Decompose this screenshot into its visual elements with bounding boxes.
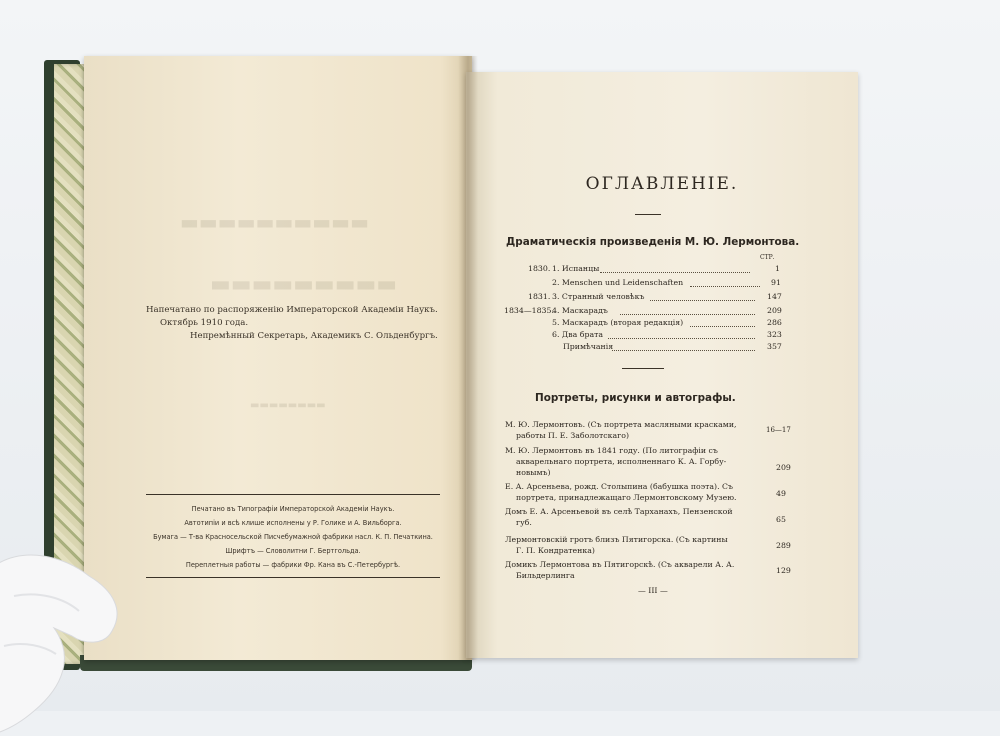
entry-page: 16—17 [766,426,791,434]
entry-page: 49 [776,489,786,498]
entry-page: 357 [767,342,782,351]
entry-line: портрета, принадлежащаго Лермонтовскому Музею. [516,493,737,502]
entry-title: 1. Испанцы [552,264,600,273]
entry-page: 129 [776,566,791,575]
entry-page: 65 [776,515,786,524]
printers-box [146,494,440,578]
dot-leader [690,280,760,287]
show-through-text: ▬▬▬▬▬▬▬▬▬▬ [180,210,369,234]
entry-page: 286 [767,318,782,327]
entry-page: 147 [767,292,782,301]
dot-leader [612,344,755,351]
imprint-line: Октябрь 1910 года. [160,318,249,328]
printers-line: Шрифтъ — Словолитни Г. Бертгольда. [225,547,361,555]
divider [635,214,661,215]
entry-title: 2. Menschen und Leidenschaften [552,278,684,287]
entry-line: Лермонтовскій гротъ близъ Пятигорска. (Съ картины [505,535,728,544]
entry-line: Домикъ Лермонтова въ Пятигорскѣ. (Съ акварели А. А. [505,560,735,569]
printers-line: Переплетныя работы — фабрики Фр. Кана въ С.-Петербургѣ. [185,561,401,569]
printers-line: Бумага — Т-ва Красносельской Писчебумажной фабрики насл. К. П. Печаткина. [153,533,433,541]
entry-year: 1831. [528,292,551,301]
dot-leader [690,320,755,327]
printers-line: Автотипіи и всѣ клише исполнены у Р. Голике и А. Вильборга. [184,519,402,527]
dot-leader [650,294,755,301]
divider [622,368,664,369]
entry-line: Г. П. Кондратенка) [516,546,595,555]
entry-line: Бильдерлинга [516,571,575,580]
entry-page: 323 [767,330,782,339]
entry-line: губ. [516,518,532,527]
dot-leader [620,308,755,315]
page-folio: — III — [638,586,668,595]
entry-page: 209 [767,306,782,315]
entry-title: 3. Странный человѣкъ [552,292,645,301]
entry-line: М. Ю. Лермонтовъ. (Съ портрета масляными красками, [505,420,737,429]
entry-line: Домъ Е. А. Арсеньевой въ селѣ Тарханахъ, Пензенской [505,507,733,516]
entry-line: работы П. Е. Заболотскаго) [516,431,629,440]
entry-title: 6. Два брата [552,330,604,339]
imprint-line: Напечатано по распоряженію Императорской Академіи Наукъ. [146,305,438,315]
page-column-label: СТР. [760,254,775,261]
entry-line: акварельнаго портрета, исполненнаго К. А. Горбу- [516,457,727,466]
entry-line: Е. А. Арсеньева, рожд. Столыпина (бабушка поэта). Съ [505,482,733,491]
toc-title: ОГЛАВЛЕНІЕ. [585,174,739,194]
entry-page: 91 [771,278,781,287]
entry-line: М. Ю. Лермонтовъ въ 1841 году. (По литографіи съ [505,446,718,455]
entry-page: 209 [776,463,791,472]
entry-line: новымъ) [516,468,551,477]
entry-title: 5. Маскарадъ (вторая редакція) [552,318,684,327]
book-gutter [458,56,478,660]
section-heading-portraits: Портреты, рисунки и автографы. [535,392,736,404]
dot-leader [600,266,750,273]
section-heading-drama: Драматическія произведенія М. Ю. Лермонтова. [506,236,800,248]
imprint-line: Непремѣнный Секретарь, Академикъ С. Ольденбургъ. [190,331,438,341]
show-through-text: ▬▬▬▬▬▬▬▬ [250,400,326,411]
entry-year: 1834—1835. [504,306,554,315]
entry-page: 1 [775,264,780,273]
entry-year: 1830. [528,264,551,273]
white-glove-hand [0,536,144,736]
show-through-text: ▬▬▬▬▬▬▬▬▬ [210,272,398,297]
entry-title: 4. Маскарадъ [552,306,608,315]
entry-page: 289 [776,541,791,550]
printers-line: Печатано въ Типографіи Императорской Академіи Наукъ. [191,505,395,513]
dot-leader [608,332,755,339]
entry-title: Примѣчанія [563,342,614,351]
